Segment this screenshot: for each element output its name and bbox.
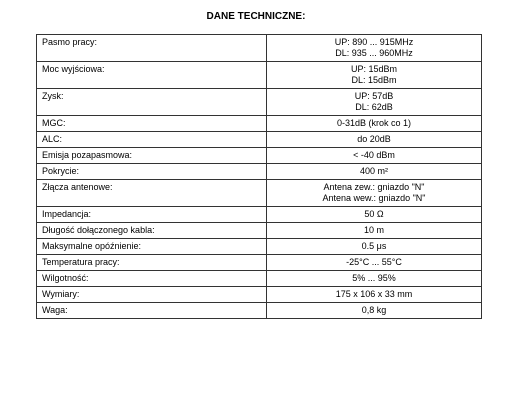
spec-value [267, 62, 482, 89]
spec-value-line: 0-31dB (krok co 1) [336, 118, 412, 128]
spec-value-line: DL: 62dB [355, 102, 393, 112]
spec-value-line: 10 m [363, 225, 384, 235]
specs-table-body [37, 35, 482, 319]
table-row [37, 116, 482, 132]
table-row [37, 164, 482, 180]
table-row [37, 271, 482, 287]
spec-value [267, 287, 482, 303]
spec-value-line: UP: 15dBm [350, 64, 398, 74]
spec-label: Waga: [37, 303, 267, 319]
table-row [37, 35, 482, 62]
spec-value-line: 175 x 106 x 33 mm [335, 289, 413, 299]
page-title: DANE TECHNICZNE: [206, 11, 306, 22]
spec-label: Wilgotność: [37, 271, 267, 287]
spec-value-line: 50 Ω [364, 209, 384, 219]
table-row [37, 62, 482, 89]
table-row [37, 255, 482, 271]
spec-value [267, 35, 482, 62]
specs-table [36, 34, 482, 319]
spec-label: Emisja pozapasmowa: [37, 148, 267, 164]
spec-value-line: DL: 15dBm [351, 75, 397, 85]
spec-label: MGC: [37, 116, 267, 132]
table-row [37, 223, 482, 239]
table-row [37, 239, 482, 255]
spec-value-line: UP: 57dB [354, 91, 394, 101]
spec-value-line: DL: 935 ... 960MHz [335, 48, 413, 58]
spec-value [267, 164, 482, 180]
spec-value [267, 207, 482, 223]
spec-value [267, 223, 482, 239]
spec-label: ALC: [37, 132, 267, 148]
spec-value-line: 400 m² [359, 166, 388, 176]
table-row [37, 148, 482, 164]
spec-value [267, 255, 482, 271]
spec-value [267, 148, 482, 164]
spec-value [267, 132, 482, 148]
table-row [37, 287, 482, 303]
spec-label: Impedancja: [37, 207, 267, 223]
spec-value [267, 180, 482, 207]
spec-value [267, 89, 482, 116]
table-row [37, 89, 482, 116]
table-row [37, 132, 482, 148]
spec-value-line: 5% ... 95% [352, 273, 396, 283]
spec-value-line: UP: 890 ... 915MHz [334, 37, 414, 47]
spec-value-line: Antena zew.: gniazdo "N" [323, 182, 425, 192]
spec-label: Maksymalne opóźnienie: [37, 239, 267, 255]
table-row [37, 303, 482, 319]
spec-value [267, 116, 482, 132]
spec-value [267, 271, 482, 287]
spec-label: Moc wyjściowa: [37, 62, 267, 89]
spec-value-line: do 20dB [357, 134, 391, 144]
spec-label: Temperatura pracy: [37, 255, 267, 271]
spec-value-line: 0,8 kg [361, 305, 387, 315]
spec-value-line: Antena wew.: gniazdo "N" [322, 193, 426, 203]
table-row [37, 207, 482, 223]
spec-value-line: < -40 dBm [353, 150, 395, 160]
spec-value [267, 303, 482, 319]
spec-value-line: 0.5 μs [361, 241, 387, 251]
spec-label: Zysk: [37, 89, 267, 116]
spec-label: Złącza antenowe: [37, 180, 267, 207]
spec-value [267, 239, 482, 255]
spec-value-line: -25°C ... 55°C [346, 257, 402, 267]
spec-label: Pasmo pracy: [37, 35, 267, 62]
spec-label: Wymiary: [37, 287, 267, 303]
spec-label: Długość dołączonego kabla: [37, 223, 267, 239]
spec-label: Pokrycie: [37, 164, 267, 180]
table-row [37, 180, 482, 207]
